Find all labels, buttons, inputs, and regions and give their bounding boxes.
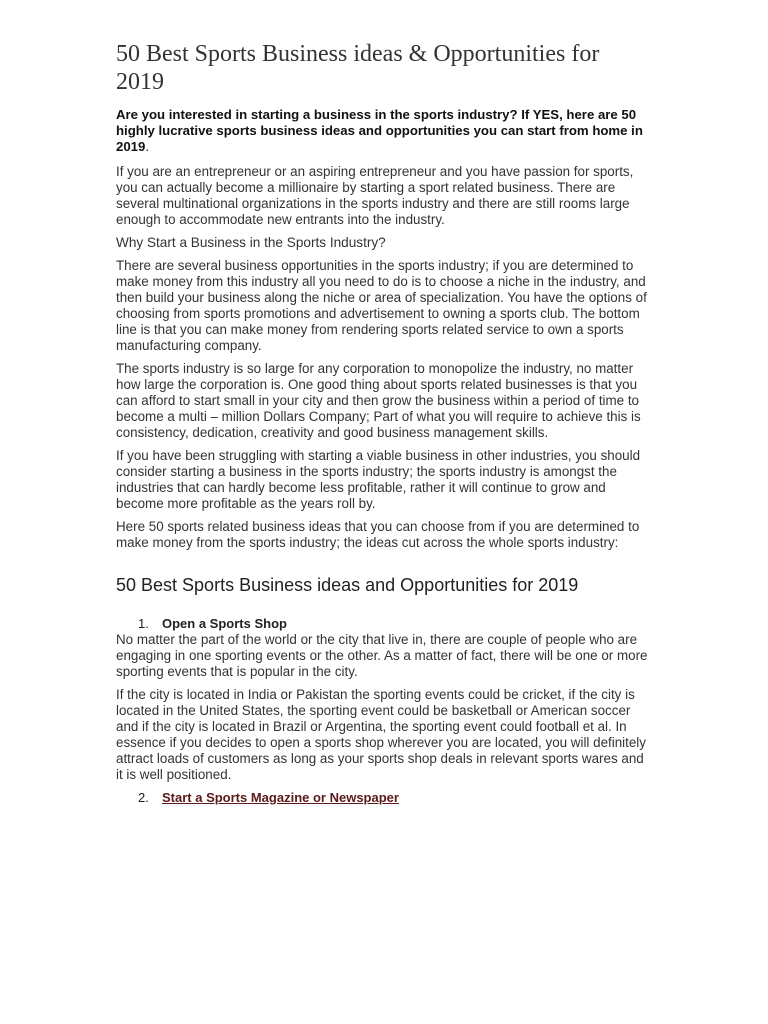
article	[116, 40, 651, 806]
intro-paragraph	[116, 107, 651, 155]
section-heading: 50 Best Sports Business ideas and Opportunities for 2019	[116, 575, 579, 595]
body-paragraph: If the city is located in India or Pakistan the sporting events could be cricket, if the city is located in the United States, the sporting event could be basketball or American soccer and if the city is located in Brazil or Argentina, the sporting event could football et al. In essence if you decides to open a sports shop wherever you are located, you will definitely attract loads of customers as long as your sports shop deals in relevant sports wares and it is well positioned.	[116, 687, 646, 782]
intro-tail: .	[145, 139, 150, 154]
body-paragraph: If you are an entrepreneur or an aspiring entrepreneur and you have passion for sports, you can actually become a millionaire by starting a sport related business. There are several multinational organizations in the sports industry and there are still rooms large enough to accommodate new entrants into the industry.	[116, 164, 634, 227]
body-paragraph: No matter the part of the world or the city that live in, there are couple of people who are engaging in one sporting events or the other. As a matter of fact, there will be one or more sporting events that is popular in the city.	[116, 632, 648, 679]
idea-item	[116, 790, 651, 806]
idea-title-link[interactable]: Start a Sports Magazine or Newspaper	[162, 790, 399, 805]
body-paragraph: If you have been struggling with starting a viable business in other industries, you should consider starting a business in the sports industry; the sports industry is amongst the industries that can hardly become less profitable, rather it will continue to grow and become more profitable as the years roll by.	[116, 448, 641, 511]
article-title: 50 Best Sports Business ideas & Opportunities for 2019	[116, 41, 600, 95]
idea-item	[116, 616, 651, 632]
intro-bold-text: Are you interested in starting a business in the sports industry? If YES, here are 50 highly lucrative sports business ideas and opportunities you can start from home in 2019	[116, 107, 643, 154]
idea-title: Open a Sports Shop	[162, 616, 287, 631]
subheading: Why Start a Business in the Sports Industry?	[116, 235, 386, 250]
idea-list	[116, 616, 651, 632]
idea-number: 2.	[138, 790, 149, 805]
body-paragraph: Here 50 sports related business ideas that you can choose from if you are determined to make money from the sports industry; the ideas cut across the whole sports industry:	[116, 519, 640, 550]
body-paragraph: There are several business opportunities in the sports industry; if you are determined to make money from this industry all you need to do is to choose a niche in the industry, and then build your business along the niche or area of specialization. You have the options of choosing from sports promotions and advertisement to owning a sports club. The bottom line is that you can make money from rendering sports related service to own a sports manufacturing company.	[116, 258, 647, 353]
body-paragraph: The sports industry is so large for any corporation to monopolize the industry, no matter how large the corporation is. One good thing about sports related businesses is that you can afford to start small in your city and then grow the business within a period of time to become a multi – million Dollars Company; Part of what you will require to achieve this is consistency, dedication, creativity and good business management skills.	[116, 361, 641, 440]
idea-list	[116, 790, 651, 806]
idea-number: 1.	[138, 616, 149, 631]
